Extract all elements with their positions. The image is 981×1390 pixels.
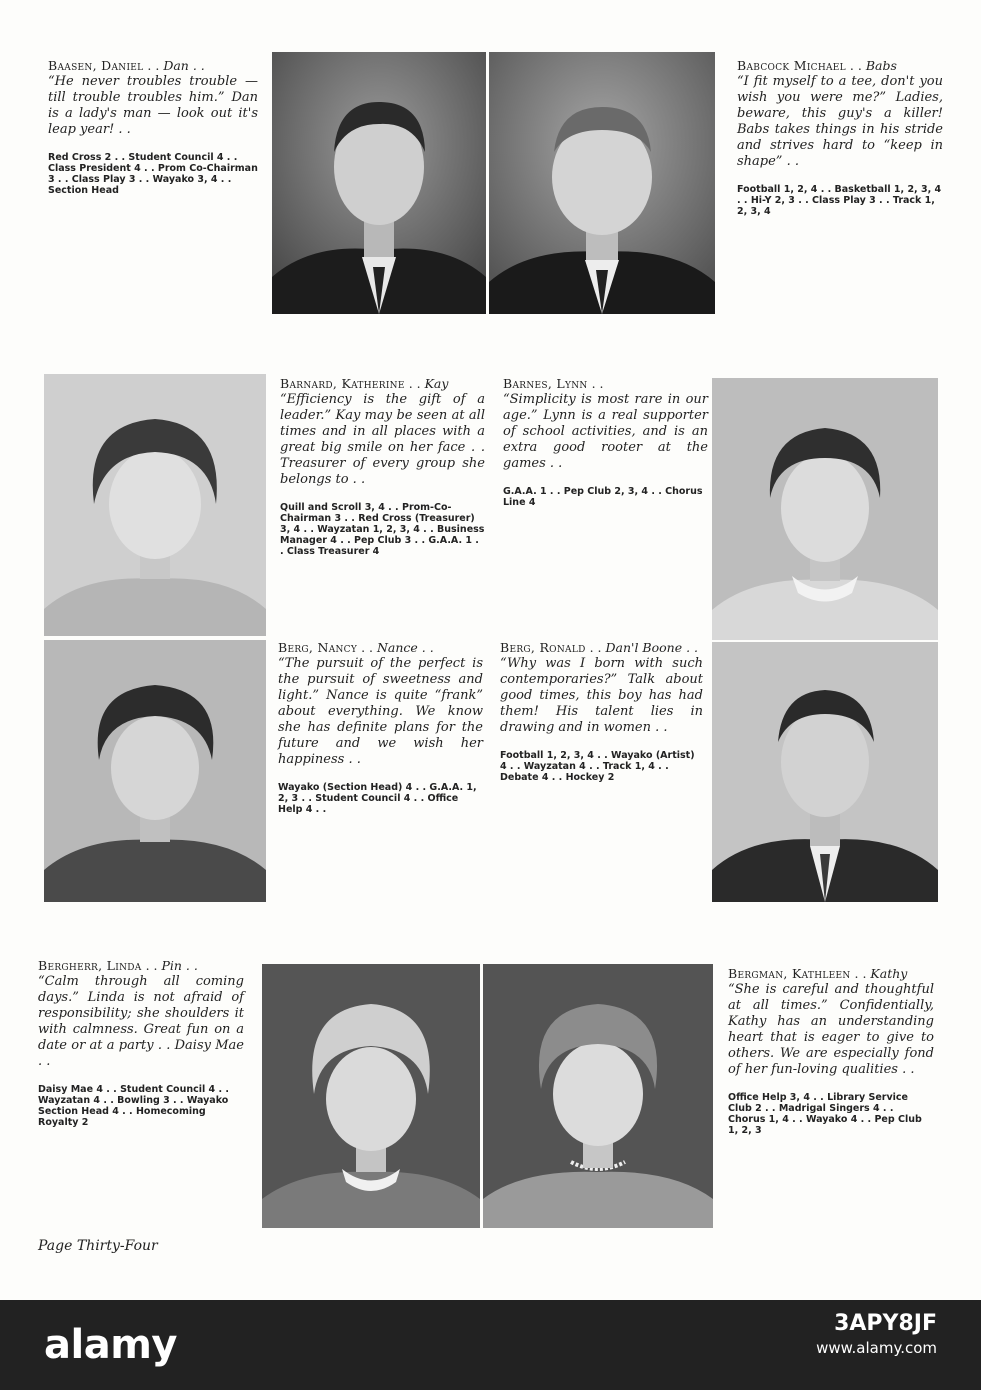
student-name: Baasen, Daniel — [48, 58, 144, 73]
student-entry-berg-nancy — [278, 640, 483, 815]
student-name-line: Bergherr, Linda . . Pin . . — [38, 958, 198, 973]
student-nickname: Dan . . — [163, 58, 205, 73]
student-name: Berg, Ronald — [500, 640, 586, 655]
student-name: Babcock Michael — [737, 58, 846, 73]
portrait-photo-bergherr — [262, 964, 480, 1228]
student-activities: Red Cross 2 . . Student Council 4 . . Class President 4 . . Prom Co-Chairman 3 . . Class Play 3 . . Wayako 3, 4 . . Section Head — [48, 152, 258, 196]
student-nickname: Babs — [865, 58, 897, 73]
student-name-line: Barnard, Katherine . . Kay — [280, 376, 449, 391]
student-nickname: Nance . . — [376, 640, 434, 655]
portrait-photo-baasen — [272, 52, 486, 314]
student-nickname: Pin . . — [161, 958, 198, 973]
student-nickname: Kathy — [870, 966, 908, 981]
student-name: Bergman, Kathleen — [728, 966, 851, 981]
student-bio: “I fit myself to a tee, don't you wish you were me?” Ladies, beware, this guy's a killer! Babs takes things in his stride and strives hard to “keep in shape” . . — [737, 74, 943, 169]
site-url: www.alamy.com — [816, 1339, 937, 1357]
student-bio: “Simplicity is most rare in our age.” Lynn is a real supporter of school activities, and is an extra good rooter at the games . . — [503, 392, 708, 471]
portrait-photo-bergman — [483, 964, 713, 1228]
portrait-photo-berg-nancy — [44, 640, 266, 902]
student-name-line: Babcock Michael . . Babs — [737, 58, 897, 73]
student-entry-barnes — [503, 376, 708, 508]
student-name-line: Berg, Nancy . . Nance . . — [278, 640, 434, 655]
student-name: Barnard, Katherine — [280, 376, 405, 391]
student-name: Barnes, Lynn — [503, 376, 588, 391]
student-entry-barnard — [280, 376, 485, 557]
student-entry-bergman — [728, 966, 934, 1136]
student-name-line: Barnes, Lynn . . — [503, 376, 604, 391]
student-activities: Football 1, 2, 3, 4 . . Wayako (Artist) 4 . . Wayzatan 4 . . Track 1, 4 . . Debate 4 . . Hockey 2 — [500, 750, 695, 783]
student-bio: “Calm through all coming days.” Linda is not afraid of responsibility; she shoulders it with calmness. Great fun on a date or at a party . . Daisy Mae . . — [38, 974, 244, 1069]
student-bio: “She is careful and thoughtful at all times.” Confidentially, Kathy has an understanding heart that is eager to give to others. We are especially fond of her fun-loving qualities . . — [728, 982, 934, 1077]
page-number: Page Thirty-Four — [38, 1238, 158, 1254]
student-name: Berg, Nancy — [278, 640, 358, 655]
portrait-photo-berg-ronald — [712, 642, 938, 902]
student-bio: “The pursuit of the perfect is the pursuit of sweetness and light.” Nance is quite “frank” about everything. We know she has definite plans for the future and we wish her happiness . . — [278, 656, 483, 767]
student-activities: Football 1, 2, 4 . . Basketball 1, 2, 3, 4 . . Hi-Y 2, 3 . . Class Play 3 . . Track 1, 2, 3, 4 — [737, 184, 942, 217]
student-bio: “He never troubles trouble —till trouble troubles him.” Dan is a lady's man — look out it's leap year! . . — [48, 74, 258, 137]
student-bio: “Why was I born with such contemporaries?” Talk about good times, this boy has had them! His talent lies in drawing and in women . . — [500, 656, 703, 735]
student-name-line: Bergman, Kathleen . . Kathy — [728, 966, 908, 981]
student-name-line: Baasen, Daniel . . Dan . . — [48, 58, 205, 73]
portrait-photo-barnard — [44, 374, 266, 636]
alamy-logo: alamy — [44, 1322, 177, 1368]
student-activities: Quill and Scroll 3, 4 . . Prom-Co-Chairman 3 . . Red Cross (Treasurer) 3, 4 . . Wayzatan 1, 2, 3, 4 . . Business Manager 4 . . Pep Club 3 . . G.A.A. 1 . . Class Treasurer 4 — [280, 502, 485, 557]
student-activities: Office Help 3, 4 . . Library Service Club 2 . . Madrigal Singers 4 . . Chorus 1, 4 . . Wayako 4 . . Pep Club 1, 2, 3 — [728, 1092, 922, 1136]
student-entry-bergherr — [38, 958, 244, 1128]
student-activities: Daisy Mae 4 . . Student Council 4 . . Wayzatan 4 . . Bowling 3 . . Wayako Section Head 4 . . Homecoming Royalty 2 — [38, 1084, 229, 1128]
portrait-photo-barnes — [712, 378, 938, 640]
student-activities: G.A.A. 1 . . Pep Club 2, 3, 4 . . Chorus Line 4 — [503, 486, 703, 508]
student-entry-babcock — [737, 58, 943, 217]
student-activities: Wayako (Section Head) 4 . . G.A.A. 1, 2, 3 . . Student Council 4 . . Office Help 4 . . — [278, 782, 477, 815]
student-name: Bergherr, Linda — [38, 958, 142, 973]
portrait-photo-babcock — [489, 52, 715, 314]
student-entry-baasen — [48, 58, 258, 196]
student-entry-berg-ronald — [500, 640, 703, 783]
student-nickname: Kay — [424, 376, 449, 391]
stock-footer-bar — [0, 1300, 981, 1390]
student-bio: “Efficiency is the gift of a leader.” Kay may be seen at all times and in all places with a great big smile on her face . . Treasurer of every group she belongs to . . — [280, 392, 485, 487]
image-id: 3APY8JF — [834, 1311, 937, 1336]
image-id-block — [816, 1312, 937, 1360]
student-name-line: Berg, Ronald . . Dan'l Boone . . — [500, 640, 699, 655]
student-nickname: Dan'l Boone . . — [605, 640, 699, 655]
